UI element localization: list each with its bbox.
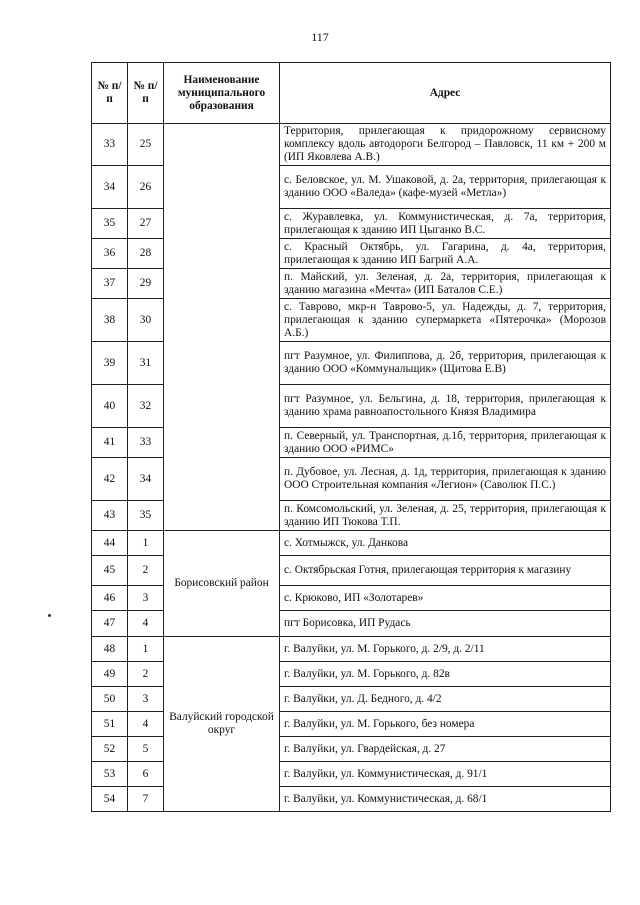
row-address: пгт Борисовка, ИП Рудась: [280, 611, 611, 637]
row-number: 36: [92, 239, 128, 269]
page-number: 117: [311, 30, 329, 44]
col-header-num-total: № п/п: [92, 63, 128, 124]
row-local-number: 3: [128, 586, 164, 611]
row-local-number: 27: [128, 209, 164, 239]
row-number: 54: [92, 787, 128, 812]
row-local-number: 29: [128, 269, 164, 299]
row-local-number: 32: [128, 385, 164, 428]
row-number: 46: [92, 586, 128, 611]
row-number: 35: [92, 209, 128, 239]
row-local-number: 1: [128, 531, 164, 556]
municipality-borisovsky: Борисовский район: [164, 531, 280, 637]
row-number: 50: [92, 687, 128, 712]
row-address: г. Валуйки, ул. Д. Бедного, д. 4/2: [280, 687, 611, 712]
address-table: [91, 62, 611, 812]
row-address: с. Журавлевка, ул. Коммунистическая, д. 7а, территория, прилегающая к зданию ИП Цыганко В.С.: [280, 209, 611, 239]
row-local-number: 30: [128, 299, 164, 342]
table-row: [92, 124, 611, 166]
row-address: п. Комсомольский, ул. Зеленая, д. 25, территория, прилегающая к зданию ИП Тюкова Т.П.: [280, 501, 611, 531]
row-local-number: 7: [128, 787, 164, 812]
row-address: с. Крюково, ИП «Золотарев»: [280, 586, 611, 611]
row-address: г. Валуйки, ул. Коммунистическая, д. 91/1: [280, 762, 611, 787]
row-local-number: 2: [128, 556, 164, 586]
row-local-number: 6: [128, 762, 164, 787]
row-address: Территория, прилегающая к придорожному сервисному комплексу вдоль автодороги Белгород – Павловск, 11 км + 200 м (ИП Яковлева А.В.): [280, 124, 611, 166]
col-header-address: Адрес: [280, 63, 611, 124]
row-address: пгт Разумное, ул. Бельгина, д. 18, территория, прилегающая к зданию храма равноапостольного Князя Владимира: [280, 385, 611, 428]
row-number: 38: [92, 299, 128, 342]
row-number: 49: [92, 662, 128, 687]
row-local-number: 2: [128, 662, 164, 687]
row-number: 53: [92, 762, 128, 787]
row-number: 52: [92, 737, 128, 762]
row-address: с. Беловское, ул. М. Ушаковой, д. 2а, территория, прилегающая к зданию ООО «Валеда» (кафе-музей «Метла»): [280, 166, 611, 209]
col-header-municipality: Наименование муниципального образования: [164, 63, 280, 124]
row-local-number: 34: [128, 458, 164, 501]
table-row: [92, 531, 611, 556]
row-local-number: 3: [128, 687, 164, 712]
row-number: 39: [92, 342, 128, 385]
row-local-number: 35: [128, 501, 164, 531]
municipality-cell-empty: [164, 124, 280, 531]
row-address: г. Валуйки, ул. Гвардейская, д. 27: [280, 737, 611, 762]
row-number: 34: [92, 166, 128, 209]
row-number: 48: [92, 637, 128, 662]
row-address: п. Северный, ул. Транспортная, д.1б, территория, прилегающая к зданию ООО «РИМС»: [280, 428, 611, 458]
row-address: с. Октябрьская Готня, прилегающая территория к магазину: [280, 556, 611, 586]
row-local-number: 33: [128, 428, 164, 458]
row-number: 37: [92, 269, 128, 299]
row-local-number: 1: [128, 637, 164, 662]
row-local-number: 26: [128, 166, 164, 209]
row-local-number: 5: [128, 737, 164, 762]
row-local-number: 25: [128, 124, 164, 166]
row-address: с. Хотмыжск, ул. Данкова: [280, 531, 611, 556]
row-number: 40: [92, 385, 128, 428]
row-address: г. Валуйки, ул. М. Горького, д. 2/9, д. 2/11: [280, 637, 611, 662]
row-address: с. Красный Октябрь, ул. Гагарина, д. 4а, территория, прилегающая к зданию ИП Багрий А.А.: [280, 239, 611, 269]
row-address: пгт Разумное, ул. Филиппова, д. 2б, территория, прилегающая к зданию ООО «Коммунальщик» (Щитова Е.В): [280, 342, 611, 385]
row-number: 33: [92, 124, 128, 166]
row-number: 42: [92, 458, 128, 501]
col-header-num-local: № п/п: [128, 63, 164, 124]
row-address: г. Валуйки, ул. Коммунистическая, д. 68/1: [280, 787, 611, 812]
row-address: п. Майский, ул. Зеленая, д. 2а, территория, прилегающая к зданию магазина «Мечта» (ИП Баталов С.Е.): [280, 269, 611, 299]
row-local-number: 31: [128, 342, 164, 385]
row-number: 51: [92, 712, 128, 737]
row-address: г. Валуйки, ул. М. Горького, без номера: [280, 712, 611, 737]
scan-dot: [48, 614, 51, 617]
row-address: п. Дубовое, ул. Лесная, д. 1д, территория, прилегающая к зданию ООО Строительная компания «Легион» (Саволюк П.С.): [280, 458, 611, 501]
row-address: г. Валуйки, ул. М. Горького, д. 82в: [280, 662, 611, 687]
row-number: 47: [92, 611, 128, 637]
table-row: [92, 637, 611, 662]
row-local-number: 28: [128, 239, 164, 269]
row-number: 41: [92, 428, 128, 458]
municipality-valuysky: Валуйский городской округ: [164, 637, 280, 812]
header-row: [92, 63, 611, 124]
row-number: 43: [92, 501, 128, 531]
row-local-number: 4: [128, 611, 164, 637]
row-local-number: 4: [128, 712, 164, 737]
row-number: 45: [92, 556, 128, 586]
row-address: с. Таврово, мкр-н Таврово-5, ул. Надежды, д. 7, территория, прилегающая к зданию супермаркета «Пятерочка» (Морозов А.Б.): [280, 299, 611, 342]
row-number: 44: [92, 531, 128, 556]
